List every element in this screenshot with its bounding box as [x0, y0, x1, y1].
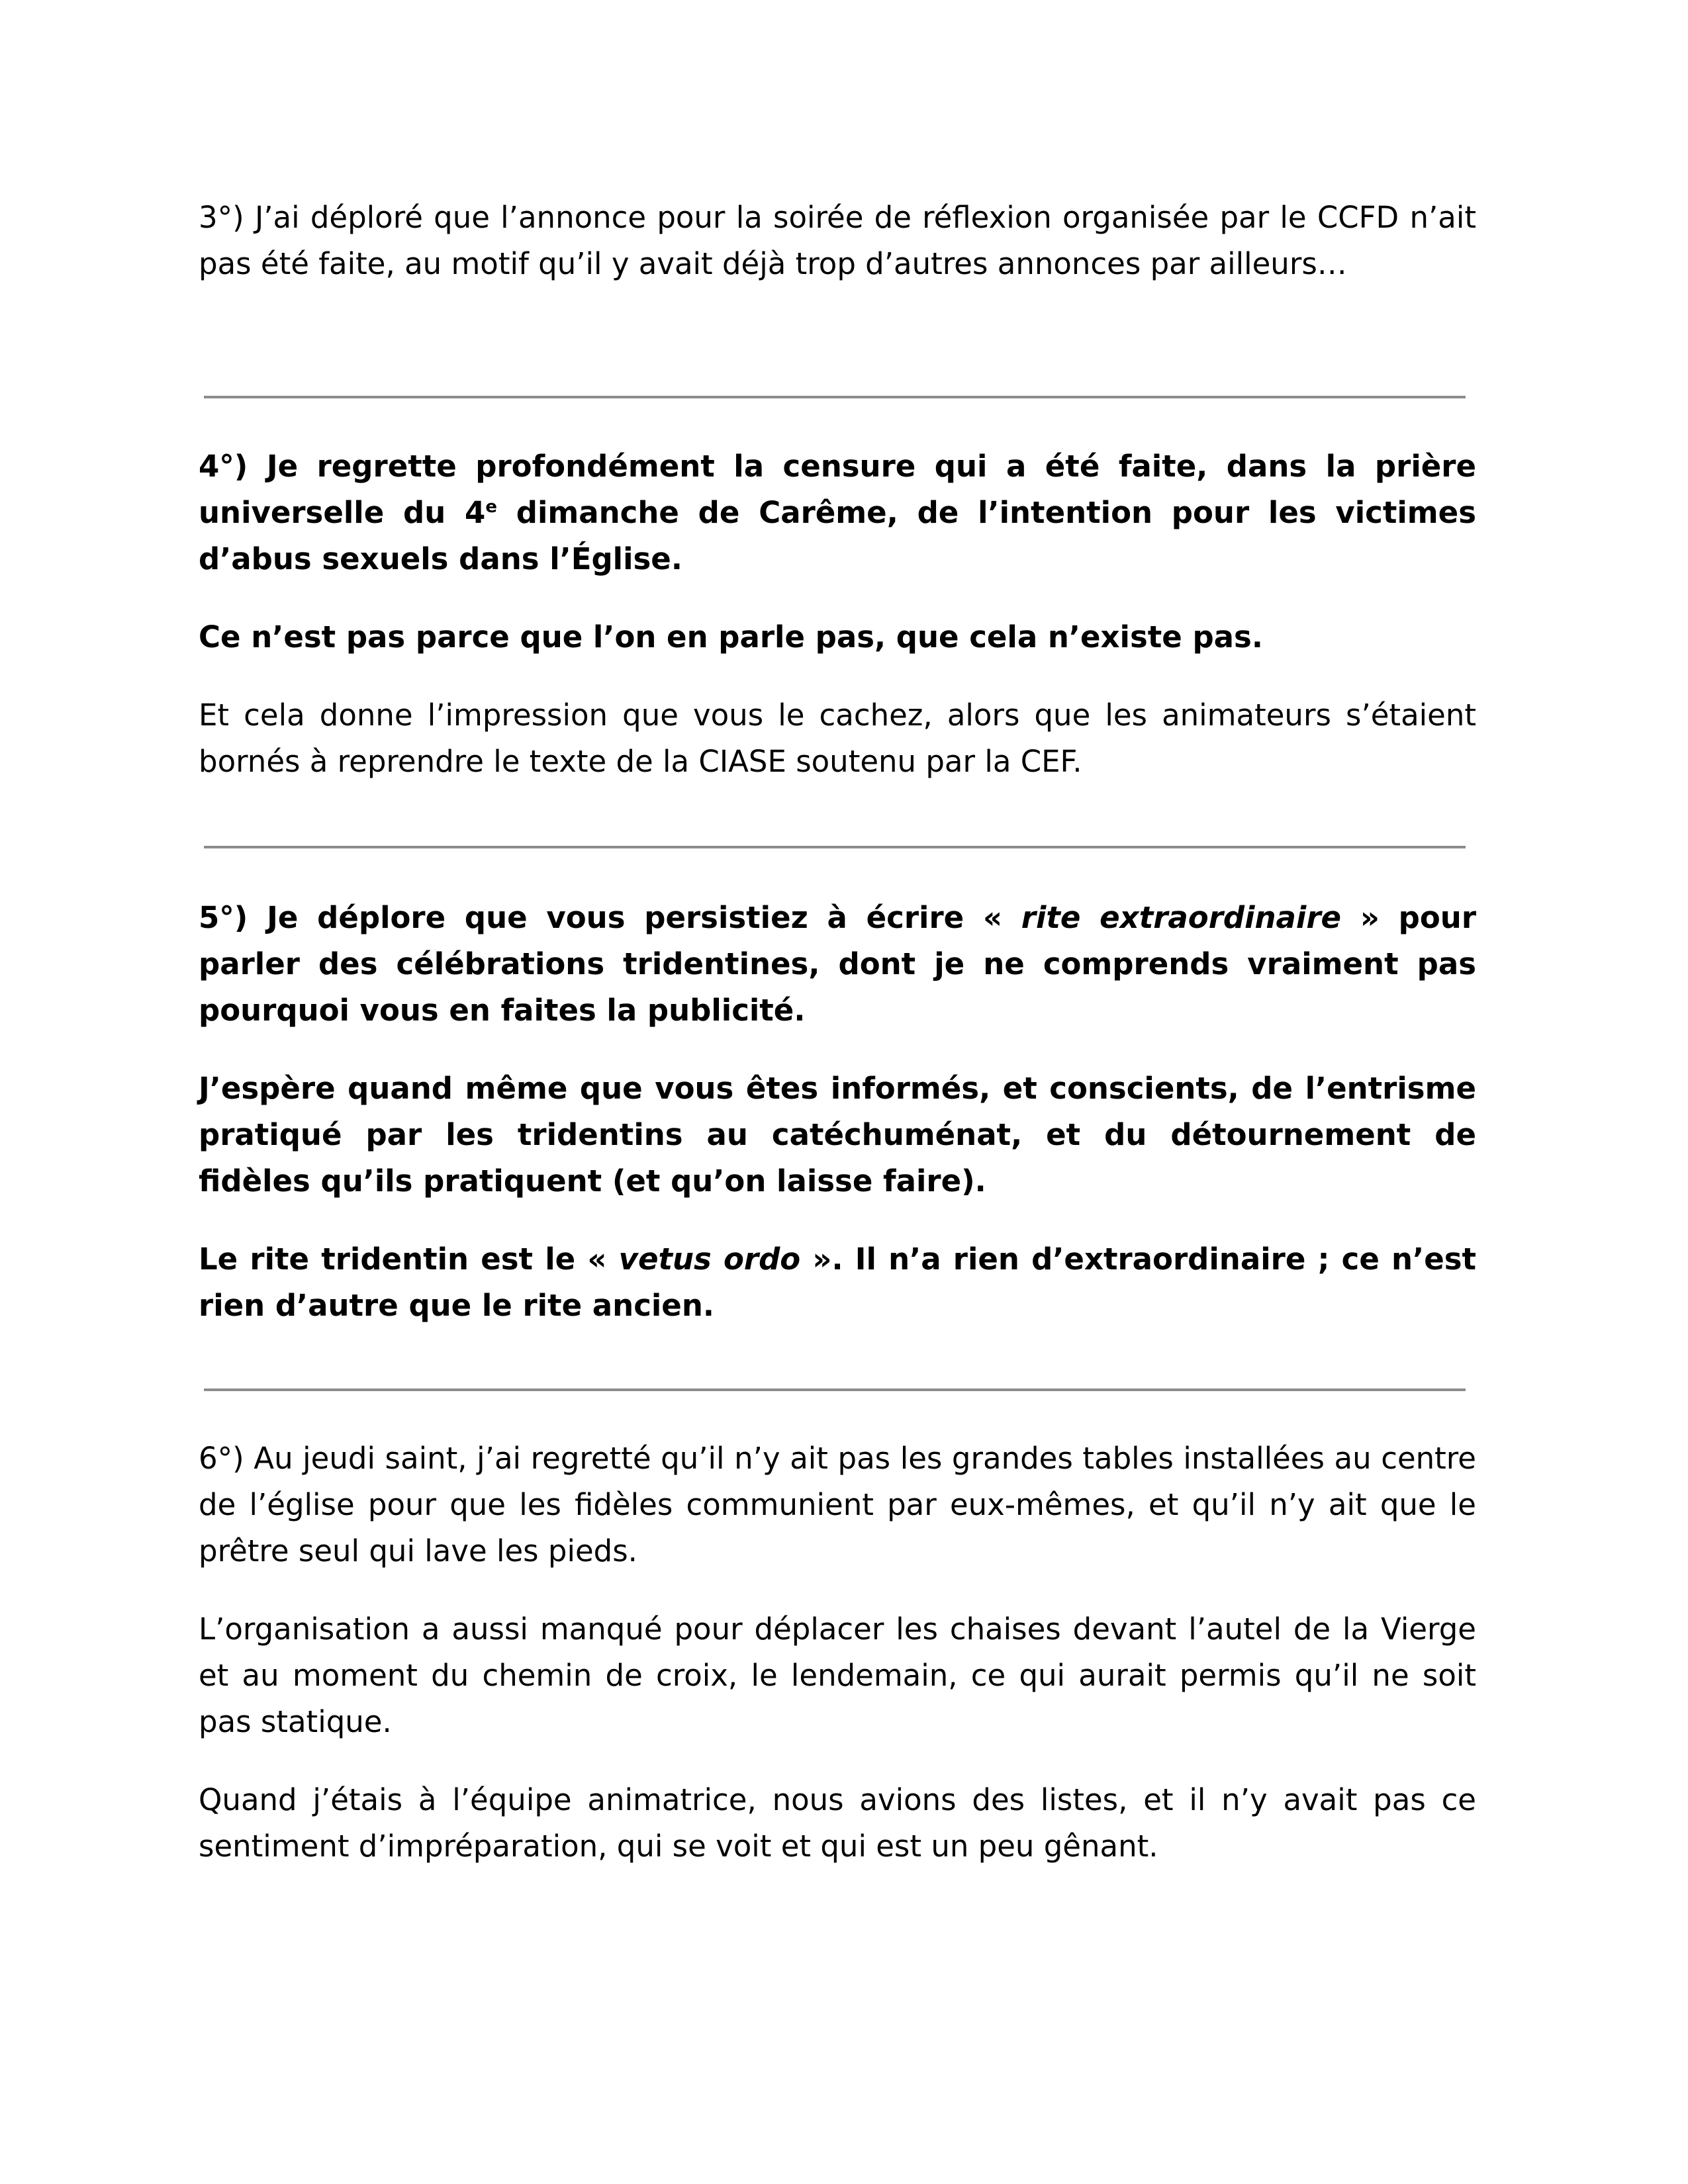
text-run: ». Il n’a rien d’extraordinaire ; ce n’est rien d’autre que le rite ancien.: [199, 1242, 1477, 1323]
paragraph-4-3: Et cela donne l’impression que vous le cachez, alors que les animateurs s’étaient bornés à reprendre le texte de la CIASE soutenu par la CEF.: [199, 698, 1476, 779]
text-run: » pour parler des célébrations tridentines, dont je ne comprends vraiment pas pourquoi vous en faites la publicité.: [199, 900, 1477, 1028]
text-run: 5°) Je déplore que vous persistiez à écrire «: [199, 900, 1021, 935]
paragraph-4-2: Ce n’est pas parce que l’on en parle pas, que cela n’existe pas.: [199, 619, 1263, 655]
separator-3: [204, 1388, 1466, 1391]
separator-2: [204, 846, 1466, 848]
paragraph-5-2: J’espère quand même que vous êtes informés, et conscients, de l’entrisme pratiqué par les tridentins au catéchuménat, et du détournement de fidèles qu’ils pratiquent (et qu’on laisse faire).: [199, 1071, 1476, 1199]
paragraph-5-3: [199, 1236, 1476, 1329]
italic-term: rite extraordinaire: [1021, 900, 1342, 935]
superscript: e: [485, 497, 497, 517]
paragraph-6-3: Quand j’étais à l’équipe animatrice, nous avions des listes, et il n’y avait pas ce sentiment d’impréparation, qui se voit et qui est un peu gênant.: [199, 1782, 1476, 1864]
paragraph-5-1: [199, 895, 1476, 1034]
section-6: [199, 1435, 1476, 1901]
italic-term: vetus ordo: [618, 1242, 801, 1277]
separator-1: [204, 396, 1466, 398]
section-5: [199, 895, 1476, 1361]
text-run: 4°) Je regrette profondément la censure qui a été faite, dans la prière universelle du 4: [199, 449, 1476, 530]
paragraph-6-2: L’organisation a aussi manqué pour déplacer les chaises devant l’autel de la Vierge et au moment du chemin de croix, le lendemain, ce qui aurait permis qu’il ne soit pas statique.: [199, 1612, 1476, 1739]
section-3: [199, 195, 1476, 319]
paragraph-3-1: 3°) J’ai déploré que l’annonce pour la soirée de réflexion organisée par le CCFD n’ait pas été faite, au motif qu’il y avait déjà trop d’autres annonces par ailleurs…: [199, 200, 1476, 281]
section-4: [199, 443, 1476, 817]
paragraph-4-1: [199, 443, 1476, 582]
text-run: dimanche de Carême, de l’intention pour les victimes d’abus sexuels dans l’Église.: [199, 495, 1476, 576]
paragraph-6-1: 6°) Au jeudi saint, j’ai regretté qu’il n’y ait pas les grandes tables installées au centre de l’église pour que les fidèles communient par eux-mêmes, et qu’il n’y ait que le prêtre seul qui lave les pieds.: [199, 1441, 1476, 1569]
text-run: Le rite tridentin est le «: [199, 1242, 619, 1277]
